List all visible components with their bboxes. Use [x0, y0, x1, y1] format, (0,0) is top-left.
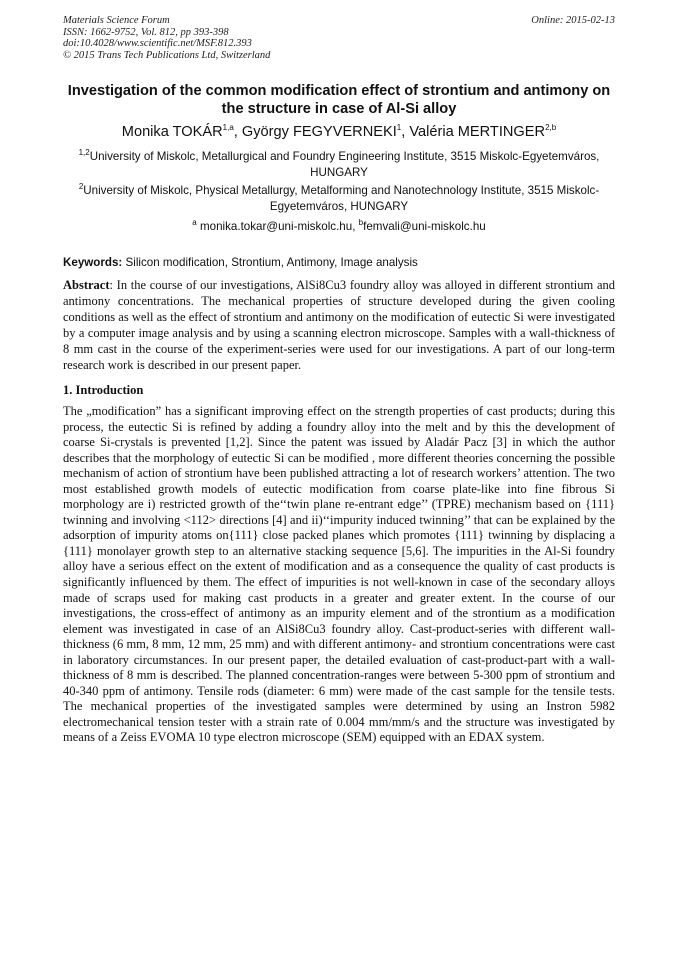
- section-heading: 1. Introduction: [63, 383, 144, 397]
- author-affiliation-mark: 1,a: [222, 123, 234, 133]
- author-affiliation-mark: 1: [396, 123, 402, 133]
- affiliation-text: University of Miskolc, Metallurgical and Foundry Engineering Institute, 3515 Miskolc-Egyetemváros, HUNGARY: [89, 150, 600, 179]
- doi-line: doi:10.4028/www.scientific.net/MSF.812.393: [63, 38, 252, 49]
- author-emails: [63, 219, 615, 234]
- issn-line: ISSN: 1662-9752, Vol. 812, pp 393-398: [63, 26, 229, 38]
- introduction-body: The „modification” has a significant improving effect on the strength properties of cast products; during this process, the eutectic Si is refined by adding a foundry alloy into the melt and by this the development of coarse Si-crystals is prevented [1,2]. Since the patent was issued by Aladár Pacz [3] in which the author describes that the morphology of eutectic Si can be modified , more different theories concerning the possible mechanism of action of strontium have been published attracting a lot of research workers’ attention. The two most established growth models of eutectic modification from coarse plate-like into fine fibrous Si morphology are i) restricted growth of the‘‘twin plane re-entrant edge’’ (TPRE) mechanism based on {111} twinning and involving <112> directions [4] and ii)‘‘impurity induced twinning’’ that can be explained by the adsorption of impurity atoms on{111} close packed planes which promotes {111} twinning by displacing a {111} monolayer growth step to an alternative stacking sequence [5,6]. The impurities in the Al-Si foundry alloy have a serious effect on the extent of modification and as a consequence the quality of cast products is significantly influenced by them. The effect of impurities is not well-known in case of the secondary alloys made of scraps used for making cast products in a greater and greater extent. In the course of our investigations, the cross-effect of antimony as an impurity element and of the strontium as a modification element was investigated in case of an AlSi8Cu3 foundry alloy. Cast-product-series with different wall-thickness (6 mm, 8 mm, 12 mm, 25 mm) and with different antimony- and strontium concentrations were cast in laboratory circumstances. In our present paper, the detailed evaluation of cast-product-part with a wall-thickness of 8 mm is described. The planned concentration-ranges were between 5-300 ppm of strontium and 40-340 ppm of antimony. Tensile rods (diameter: 6 mm) were made of the cast sample for the tensile tests. The mechanical properties of the investigated samples were determined by using an Instron 5982 electromechanical tension tester with a strain rate of 0.004 mm/mm/s and the structure was investigated by means of a Zeiss EVOMA 10 type electron microscope (SEM) equipped with an EDAX system.: [63, 404, 615, 745]
- keywords: [63, 255, 615, 270]
- keywords-label: Keywords:: [63, 256, 123, 269]
- affiliation: [63, 149, 615, 180]
- author-name: György FEGYVERNEKI: [241, 124, 397, 140]
- copyright-line: © 2015 Trans Tech Publications Ltd, Switzerland: [63, 49, 271, 61]
- email-mark: b: [358, 218, 364, 228]
- keywords-text: Silicon modification, Strontium, Antimony, Image analysis: [125, 256, 418, 269]
- journal-header: [63, 15, 615, 61]
- affiliation-mark: 2: [78, 182, 84, 192]
- email-mark: a: [192, 218, 197, 228]
- affiliation-mark: 1,2: [78, 148, 90, 158]
- author-name: Monika TOKÁR: [121, 124, 223, 140]
- author-list: [63, 123, 615, 141]
- email-address: femvali@uni-miskolc.hu: [363, 220, 486, 233]
- journal-name: Materials Science Forum: [63, 15, 170, 26]
- affiliation-text: University of Miskolc, Physical Metallurgy, Metalforming and Nanotechnology Institute, 3515 Miskolc-Egyetemváros, HUNGARY: [83, 184, 600, 213]
- author-name: Valéria MERTINGER: [409, 124, 546, 140]
- abstract: [63, 277, 615, 374]
- abstract-text: : In the course of our investigations, AlSi8Cu3 foundry alloy was alloyed in different strontium and antimony concentrations. The mechanical properties of structure developed during the given cooling conditions as well as the effect of strontium and antimony on the modification of eutectic Si were investigated by a computer image analysis and by using a scanning electron microscope. Samples with a wall-thickness of 8 mm cast in the course of the experiment-series were used for our investigations. A part of our long-term research work is described in our present paper.: [63, 278, 615, 373]
- affiliation: [63, 183, 615, 214]
- author-separator: ,: [233, 124, 242, 140]
- online-date: Online: 2015-02-13: [531, 15, 615, 26]
- author-affiliation-mark: 2,b: [545, 123, 557, 133]
- email-address: monika.tokar@uni-miskolc.hu,: [199, 220, 356, 233]
- paper-title: Investigation of the common modification effect of strontium and antimony on the structure in case of Al-Si alloy: [67, 83, 611, 117]
- author-separator: ,: [401, 124, 410, 140]
- abstract-label: Abstract: [63, 278, 110, 292]
